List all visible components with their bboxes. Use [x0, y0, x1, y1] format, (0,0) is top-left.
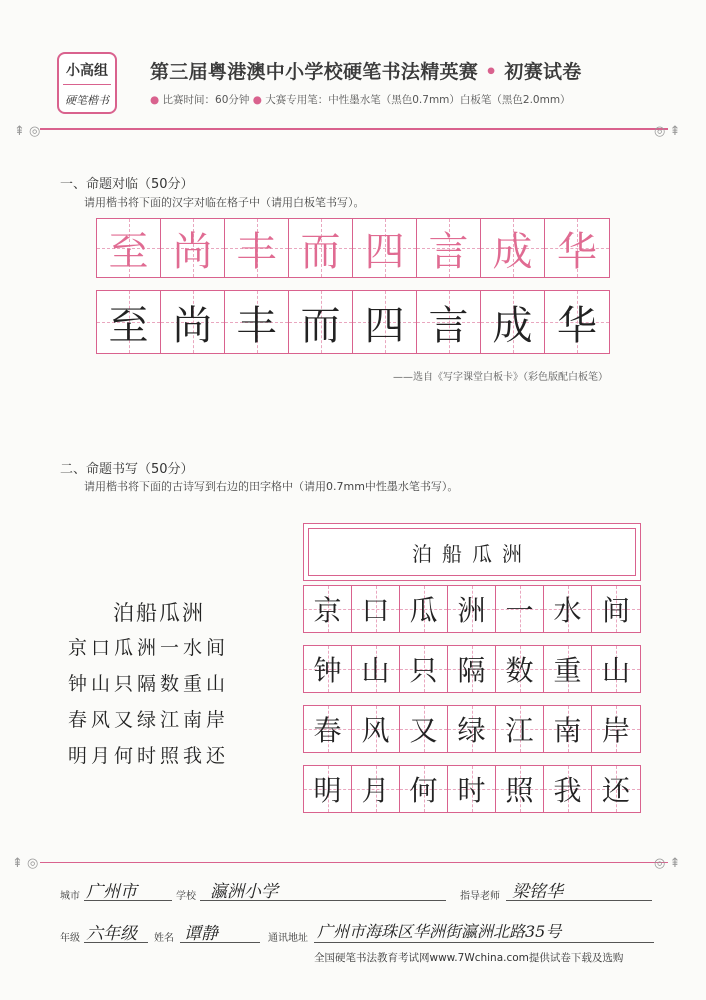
- answer-row: [303, 765, 641, 813]
- answer-title-text: 泊船瓜洲: [412, 541, 532, 566]
- poem-line: 明月何时照我还: [68, 745, 230, 767]
- exam-time: 比赛时间：60分钟: [162, 94, 250, 106]
- info-dot-2: ●: [252, 94, 262, 106]
- grid-char: 而: [300, 302, 341, 349]
- grid-cell: [225, 219, 289, 277]
- copy-char-grid: [96, 290, 610, 354]
- grade-value: 六年级: [86, 924, 137, 944]
- ornament-right-icon: ◎ ⇞: [654, 124, 681, 139]
- grid-char: 尚: [172, 228, 213, 275]
- grid-char: 山: [361, 654, 390, 687]
- grade-line: [84, 942, 148, 943]
- grid-char: 数: [505, 654, 534, 687]
- grid-cell: [97, 219, 161, 277]
- grid-cell: [352, 646, 400, 692]
- grid-cell: [417, 291, 481, 353]
- grid-char: 至: [108, 302, 149, 349]
- grid-char: 绿: [457, 714, 486, 747]
- grid-char: 瓜: [409, 594, 438, 627]
- grid-cell: [304, 586, 352, 632]
- exam-pen: 大赛专用笔：中性墨水笔（黑色0.7mm）白板笔（黑色2.0mm）: [265, 94, 571, 106]
- grade-label: 年级: [60, 933, 80, 944]
- grid-char: 四: [364, 302, 405, 349]
- footer-ornament-right-icon: ◎ ⇞: [654, 856, 681, 871]
- grid-char: 言: [428, 228, 469, 275]
- grid-cell: [592, 586, 640, 632]
- grid-cell: [352, 586, 400, 632]
- grid-cell: [592, 766, 640, 812]
- answer-title-box: [303, 523, 641, 581]
- answer-row: [303, 705, 641, 753]
- grid-char: 春: [313, 714, 342, 747]
- section2-instruction: 请用楷书将下面的古诗写到右边的田字格中（请用0.7mm中性墨水笔书写）。: [84, 480, 459, 493]
- grid-cell: [161, 291, 225, 353]
- grid-cell: [400, 586, 448, 632]
- grid-char: 丰: [236, 302, 277, 349]
- grid-cell: [352, 706, 400, 752]
- grid-char: 又: [409, 714, 438, 747]
- grid-char: 岸: [601, 714, 630, 747]
- poem-body: [68, 633, 229, 777]
- grid-char: 尚: [172, 302, 213, 349]
- grid-cell: [496, 766, 544, 812]
- grid-cell: [352, 766, 400, 812]
- teacher-label: 指导老师: [460, 891, 500, 902]
- title-dot: •: [485, 61, 498, 83]
- grid-cell: [544, 706, 592, 752]
- grid-cell: [545, 291, 609, 353]
- model-char-grid: [96, 218, 610, 278]
- grid-cell: [400, 766, 448, 812]
- grid-char: 风: [361, 714, 390, 747]
- grid-char: 华: [557, 228, 597, 275]
- grid-cell: [161, 219, 225, 277]
- poem-line: 京口瓜洲一水间: [68, 637, 230, 659]
- grid-char: 口: [361, 594, 390, 627]
- grid-cell: [496, 586, 544, 632]
- grid-cell: [400, 706, 448, 752]
- grid-char: 明: [313, 774, 342, 807]
- group-badge-bottom: 硬笔楷书: [65, 94, 109, 107]
- grid-cell: [448, 766, 496, 812]
- name-line: [180, 942, 260, 943]
- poem-title: 泊船瓜洲: [113, 601, 205, 625]
- grid-char: 何: [409, 774, 438, 807]
- city-line: [84, 900, 172, 901]
- city-label: 城市: [60, 891, 80, 902]
- section2-title: 二、命题书写（50分）: [60, 462, 194, 477]
- footer-note: 全国硬笔书法教育考试网www.7Wchina.com提供试卷下载及选购: [314, 952, 624, 964]
- address-line: [314, 942, 654, 943]
- grid-char: 南: [553, 714, 582, 747]
- address-value: 广州市海珠区华洲街瀛洲北路35号: [317, 922, 562, 941]
- grid-cell: [481, 291, 545, 353]
- grid-char: 至: [108, 228, 149, 275]
- grid-cell: [225, 291, 289, 353]
- grid-cell: [417, 219, 481, 277]
- grid-char: 而: [300, 228, 341, 275]
- grid-char: 京: [313, 594, 342, 627]
- teacher-line: [506, 900, 652, 901]
- source-credit: ——选自《写字课堂白板卡》（彩色版配白板笔）: [393, 372, 608, 383]
- grid-cell: [592, 706, 640, 752]
- page-title: [150, 57, 582, 84]
- grid-cell: [448, 646, 496, 692]
- grid-char: 水: [553, 594, 582, 627]
- grid-cell: [544, 766, 592, 812]
- grid-cell: [544, 586, 592, 632]
- answer-row: [303, 585, 641, 633]
- school-value: 瀛洲小学: [210, 882, 278, 902]
- grid-char: 还: [601, 774, 630, 807]
- grid-cell: [545, 219, 609, 277]
- group-badge-separator: [63, 84, 111, 85]
- grid-cell: [97, 291, 161, 353]
- grid-char: 成: [492, 228, 533, 275]
- grid-char: 成: [492, 302, 533, 349]
- poem-line: 钟山只隔数重山: [68, 673, 230, 695]
- grid-char: 间: [601, 594, 630, 627]
- grid-cell: [353, 291, 417, 353]
- grid-char: 四: [364, 228, 405, 275]
- grid-cell: [544, 646, 592, 692]
- grid-cell: [496, 646, 544, 692]
- title-suffix: 初赛试卷: [504, 61, 582, 83]
- grid-char: 钟: [313, 654, 342, 687]
- grid-cell: [481, 219, 545, 277]
- section1-title: 一、命题对临（50分）: [60, 177, 194, 192]
- footer-ornament-left-icon: ⇞ ◎: [12, 856, 39, 871]
- address-label: 通讯地址: [268, 933, 308, 944]
- grid-char: 我: [553, 774, 582, 807]
- grid-char: 洲: [457, 594, 486, 627]
- exam-info: [150, 92, 571, 107]
- info-dot-1: ●: [150, 94, 160, 106]
- grid-char: 月: [361, 774, 390, 807]
- grid-cell: [353, 219, 417, 277]
- answer-row: [303, 645, 641, 693]
- grid-cell: [304, 646, 352, 692]
- footer-divider: [40, 862, 668, 863]
- school-label: 学校: [176, 891, 196, 902]
- grid-cell: [289, 291, 353, 353]
- grid-cell: [592, 646, 640, 692]
- grid-cell: [289, 219, 353, 277]
- teacher-value: 梁铭华: [512, 882, 563, 902]
- title-main: 第三届粤港澳中小学校硬笔书法精英赛: [150, 61, 479, 83]
- group-badge: [57, 52, 117, 114]
- city-value: 广州市: [86, 882, 137, 902]
- grid-cell: [304, 766, 352, 812]
- grid-char: 一: [505, 594, 534, 627]
- grid-char: 只: [409, 654, 438, 687]
- grid-char: 江: [505, 714, 534, 747]
- grid-char: 言: [428, 302, 469, 349]
- poem-line: 春风又绿江南岸: [68, 709, 230, 731]
- school-line: [200, 900, 446, 901]
- ornament-left-icon: ⇞ ◎: [14, 124, 41, 139]
- grid-char: 照: [505, 774, 534, 807]
- grid-cell: [400, 646, 448, 692]
- grid-cell: [448, 586, 496, 632]
- grid-char: 山: [601, 654, 630, 687]
- name-label: 姓名: [154, 933, 174, 944]
- header-divider: [40, 128, 668, 130]
- grid-char: 隔: [457, 654, 486, 687]
- grid-char: 重: [553, 654, 582, 687]
- grid-cell: [496, 706, 544, 752]
- name-value: 谭静: [184, 924, 218, 944]
- grid-cell: [448, 706, 496, 752]
- grid-char: 丰: [236, 228, 277, 275]
- grid-char: 时: [457, 774, 486, 807]
- grid-char: 华: [557, 302, 597, 349]
- group-badge-top: 小高组: [66, 63, 108, 79]
- section1-instruction: 请用楷书将下面的汉字对临在格子中（请用白板笔书写）。: [84, 196, 365, 209]
- grid-cell: [304, 706, 352, 752]
